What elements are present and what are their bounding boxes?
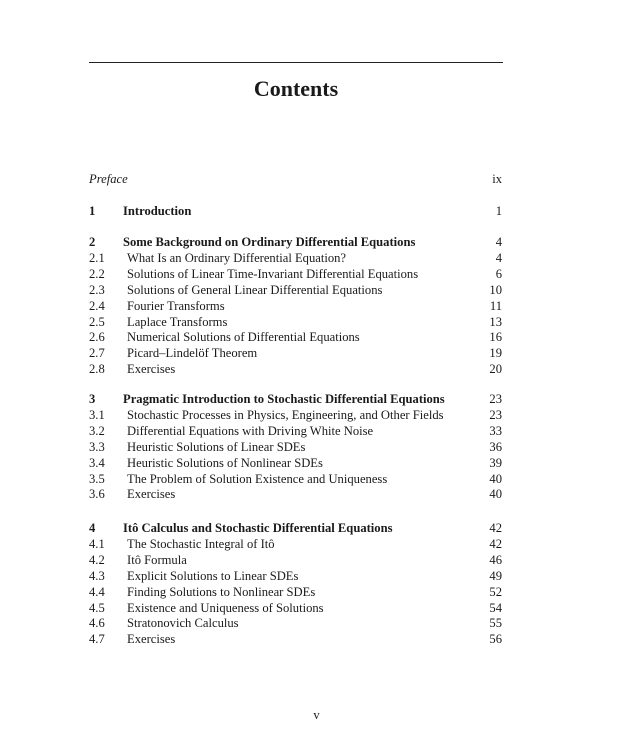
toc-preface-label: Preface [89, 172, 128, 186]
toc-entry-number: 2.7 [89, 346, 105, 360]
toc-page-number: 20 [489, 362, 502, 376]
toc-entry-title: Exercises [127, 632, 176, 646]
toc-page-number: 39 [489, 456, 502, 470]
toc-page-number: 16 [489, 330, 502, 344]
toc-entry-number: 4.5 [89, 601, 105, 615]
toc-entry-number: 2 [89, 235, 96, 249]
toc-entry-title: Exercises [127, 487, 176, 501]
toc-page-number: ix [492, 172, 502, 186]
toc-page-number: 40 [489, 487, 502, 501]
toc-section-row[interactable] [0, 282, 633, 298]
toc-entry-number: 3.1 [89, 408, 105, 422]
toc-section-row[interactable] [0, 266, 633, 282]
toc-chapter-row[interactable] [0, 234, 633, 250]
toc-entry-title: Some Background on Ordinary Differential Equations [123, 235, 416, 249]
toc-entry-title: The Problem of Solution Existence and Uniqueness [127, 472, 388, 486]
toc-entry-title: Heuristic Solutions of Nonlinear SDEs [127, 456, 323, 470]
toc-entry-title: The Stochastic Integral of Itô [127, 537, 275, 551]
toc-section-row[interactable] [0, 486, 633, 502]
toc-page-number: 49 [489, 569, 502, 583]
toc-entry-title: Laplace Transforms [127, 315, 228, 329]
toc-section-row[interactable] [0, 314, 633, 330]
toc-section-row[interactable] [0, 568, 633, 584]
toc-section-row[interactable] [0, 552, 633, 568]
toc-entry-number: 4 [89, 521, 96, 535]
toc-entry-number: 3.4 [89, 456, 105, 470]
toc-page-number: 1 [495, 204, 502, 218]
toc-page-number: 40 [489, 472, 502, 486]
toc-entry-number: 2.5 [89, 315, 105, 329]
toc-page-number: 56 [489, 632, 502, 646]
toc-entry-number: 2.4 [89, 299, 105, 313]
toc-entry-title: What Is an Ordinary Differential Equation? [127, 251, 347, 265]
toc-entry-title: Exercises [127, 362, 176, 376]
toc-section-row[interactable] [0, 329, 633, 345]
toc-entry-title: Heuristic Solutions of Linear SDEs [127, 440, 306, 454]
toc-entry-number: 2.6 [89, 330, 105, 344]
toc-entry-number: 2.2 [89, 267, 105, 281]
toc-section-row[interactable] [0, 536, 633, 552]
toc-section-row[interactable] [0, 298, 633, 314]
toc-section-row[interactable] [0, 584, 633, 600]
toc-section-row[interactable] [0, 615, 633, 631]
toc-chapter-row[interactable] [0, 203, 633, 219]
toc-entry-title: Pragmatic Introduction to Stochastic Differential Equations [123, 392, 445, 406]
toc-entry-number: 4.6 [89, 616, 105, 630]
toc-page-number: 33 [489, 424, 502, 438]
toc-entry-number: 3.6 [89, 487, 105, 501]
toc-entry-number: 2.1 [89, 251, 105, 265]
toc-section-row[interactable] [0, 407, 633, 423]
toc-page-number: 23 [489, 408, 502, 422]
toc-page-number: 36 [489, 440, 502, 454]
toc-entry-title: Solutions of General Linear Differential Equations [127, 283, 383, 297]
toc-chapter-row[interactable] [0, 520, 633, 536]
toc-page-number: 13 [489, 315, 502, 329]
toc-entry-title: Differential Equations with Driving White Noise [127, 424, 374, 438]
toc-section-row[interactable] [0, 600, 633, 616]
top-rule [89, 62, 503, 63]
toc-page-number: 19 [489, 346, 502, 360]
toc-page-number: 42 [489, 537, 502, 551]
toc-section-row[interactable] [0, 439, 633, 455]
toc-entry-title: Fourier Transforms [127, 299, 225, 313]
toc-section-row[interactable] [0, 361, 633, 377]
toc-page-number: 10 [489, 283, 502, 297]
toc-entry-number: 3.2 [89, 424, 105, 438]
toc-chapter-row[interactable] [0, 391, 633, 407]
toc-entry-number: 3.3 [89, 440, 105, 454]
toc-entry-title: Numerical Solutions of Differential Equations [127, 330, 360, 344]
page-number-footer: v [313, 708, 320, 722]
toc-section-row[interactable] [0, 423, 633, 439]
toc-page-number: 6 [495, 267, 502, 281]
toc-entry-title: Introduction [123, 204, 192, 218]
toc-entry-number: 4.2 [89, 553, 105, 567]
toc-page-number: 4 [495, 235, 502, 249]
toc-entry-number: 4.3 [89, 569, 105, 583]
toc-entry-number: 4.7 [89, 632, 105, 646]
toc-page-number: 54 [489, 601, 502, 615]
toc-entry-title: Solutions of Linear Time-Invariant Differential Equations [127, 267, 419, 281]
toc-section-row[interactable] [0, 250, 633, 266]
toc-page-number: 42 [489, 521, 502, 535]
toc-page-number: 46 [489, 553, 502, 567]
page-title: Contents [253, 76, 339, 101]
toc-entry-title: Itô Calculus and Stochastic Differential Equations [123, 521, 393, 535]
toc-section-row[interactable] [0, 471, 633, 487]
toc-page-number: 4 [495, 251, 502, 265]
toc-section-row[interactable] [0, 345, 633, 361]
toc-section-row[interactable] [0, 631, 633, 647]
toc-entry-number: 1 [89, 204, 96, 218]
toc-entry-title: Finding Solutions to Nonlinear SDEs [127, 585, 316, 599]
toc-entry-title: Stochastic Processes in Physics, Engineering, and Other Fields [127, 408, 444, 422]
toc-entry-title: Picard–Lindelöf Theorem [127, 346, 258, 360]
toc-entry-number: 2.8 [89, 362, 105, 376]
toc-entry-title: Existence and Uniqueness of Solutions [127, 601, 324, 615]
toc-section-row[interactable] [0, 455, 633, 471]
toc-entry-title: Itô Formula [127, 553, 187, 567]
toc-entry-number: 3.5 [89, 472, 105, 486]
toc-entry-number: 3 [89, 392, 96, 406]
toc-page-number: 55 [489, 616, 502, 630]
toc-page-number: 11 [489, 299, 502, 313]
toc-entry-title: Explicit Solutions to Linear SDEs [127, 569, 299, 583]
toc-preface-row[interactable] [0, 171, 633, 187]
toc-page-number: 23 [489, 392, 502, 406]
toc-entry-title: Stratonovich Calculus [127, 616, 239, 630]
toc-entry-number: 4.1 [89, 537, 105, 551]
toc-entry-number: 4.4 [89, 585, 105, 599]
toc-page-number: 52 [489, 585, 502, 599]
toc-entry-number: 2.3 [89, 283, 105, 297]
